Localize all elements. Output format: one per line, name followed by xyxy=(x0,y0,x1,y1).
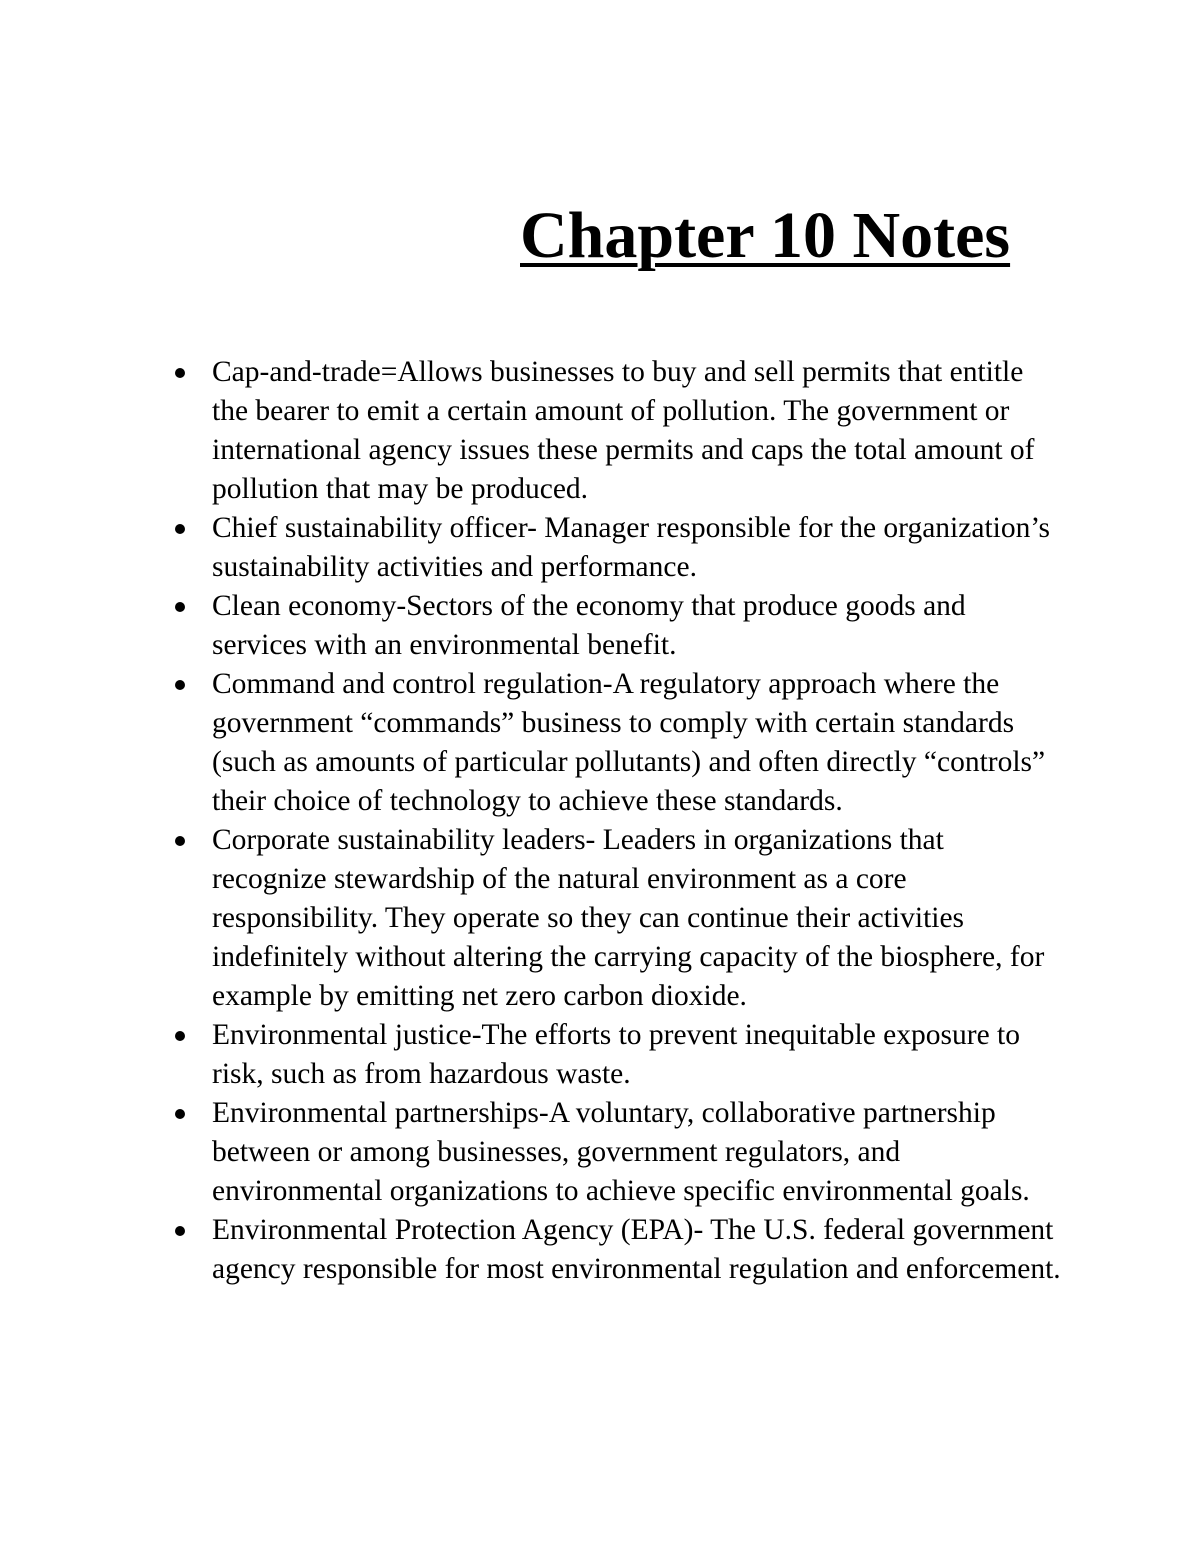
list-item xyxy=(172,353,1062,509)
notes-list xyxy=(172,353,1062,1289)
list-item xyxy=(172,821,1062,1016)
note-text: Command and control regulation-A regulatory approach where the government “commands” business to comply with certain standards (such as amounts of particular pollutants) and often directly “controls” their choice of technology to achieve these standards. xyxy=(212,668,1046,817)
bullet-icon xyxy=(175,602,185,612)
page-title: Chapter 10 Notes xyxy=(520,199,1011,272)
list-item xyxy=(172,509,1062,587)
note-text: Environmental justice-The efforts to prevent inequitable exposure to risk, such as from hazardous waste. xyxy=(212,1019,1020,1090)
list-item xyxy=(172,665,1062,821)
list-item xyxy=(172,1016,1062,1094)
note-text: Clean economy-Sectors of the economy that produce goods and services with an environmental benefit. xyxy=(212,590,966,661)
note-text: Chief sustainability officer- Manager responsible for the organization’s sustainability activities and performance. xyxy=(212,512,1051,583)
note-text: Environmental partnerships-A voluntary, collaborative partnership between or among businesses, government regulators, and environmental organizations to achieve specific environmental goals. xyxy=(212,1097,1030,1207)
bullet-icon xyxy=(175,1031,185,1041)
bullet-icon xyxy=(175,1226,185,1236)
bullet-icon xyxy=(175,524,185,534)
list-item xyxy=(172,1094,1062,1211)
note-text: Cap-and-trade=Allows businesses to buy and sell permits that entitle the bearer to emit a certain amount of pollution. The government or international agency issues these permits and caps the total amount of pollution that may be produced. xyxy=(212,356,1035,505)
bullet-icon xyxy=(175,836,185,846)
note-text: Corporate sustainability leaders- Leaders in organizations that recognize stewardship of the natural environment as a core responsibility. They operate so they can continue their activities indefinitely without altering the carrying capacity of the biosphere, for example by emitting net zero carbon dioxide. xyxy=(212,824,1045,1012)
bullet-icon xyxy=(175,368,185,378)
note-text: Environmental Protection Agency (EPA)- The U.S. federal government agency responsible for most environmental regulation and enforcement. xyxy=(212,1214,1061,1285)
list-item xyxy=(172,1211,1062,1289)
list-item xyxy=(172,587,1062,665)
bullet-icon xyxy=(175,680,185,690)
bullet-icon xyxy=(175,1109,185,1119)
